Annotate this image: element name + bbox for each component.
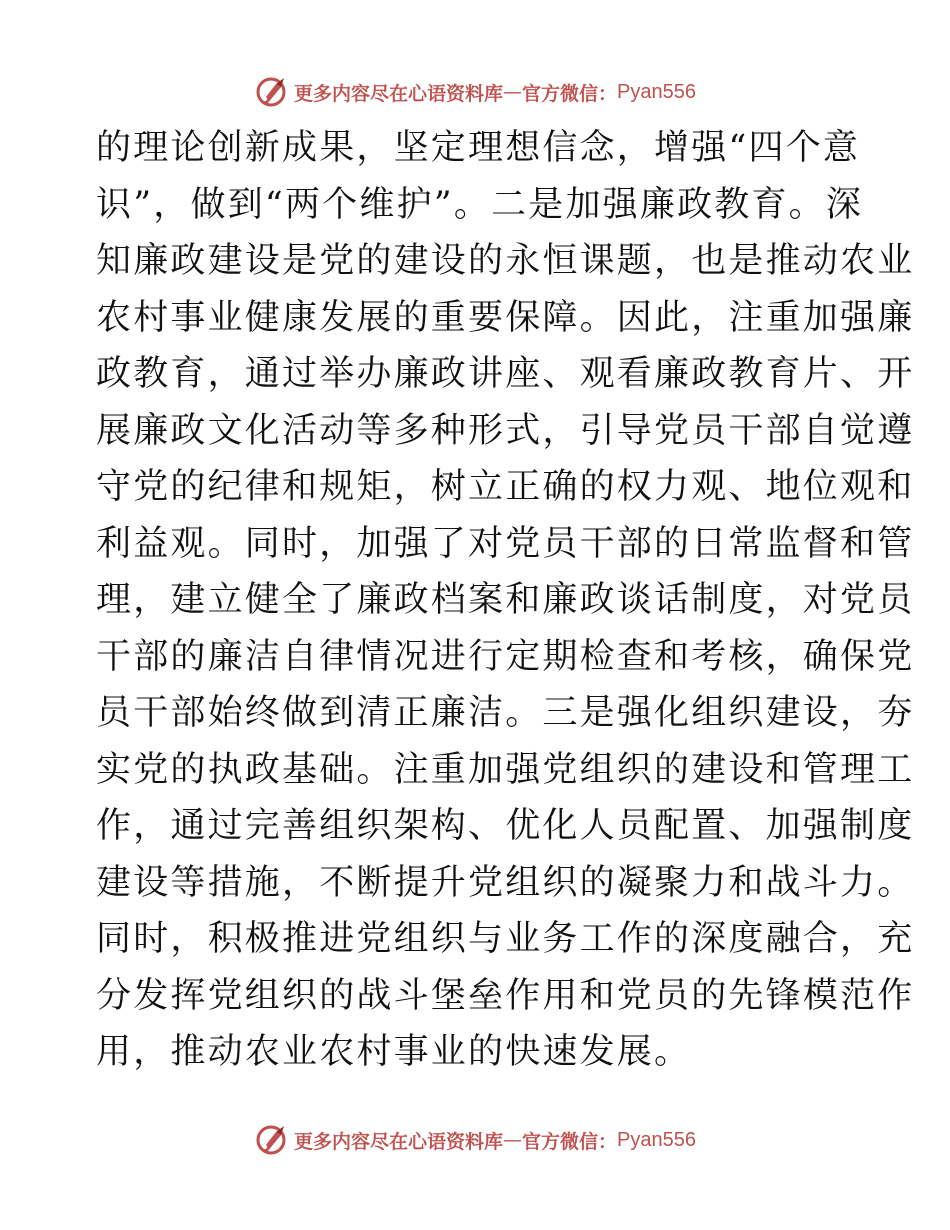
text-line: 理，建立健全了廉政档案和廉政谈话制度，对党员 <box>96 580 915 620</box>
footer-watermark <box>0 1120 950 1160</box>
text-line: 识”，做到“两个维护”。二是加强廉政教育。深 <box>96 184 864 225</box>
watermark-wechat-label: 官方微信： <box>522 1130 618 1153</box>
body-paragraph <box>96 120 915 1081</box>
text-line: 员干部始终做到清正廉洁。三是强化组织建设，夯 <box>96 693 915 733</box>
text-line: 实党的执政基础。注重加强党组织的建设和管理工 <box>96 749 915 790</box>
quill-pen-logo-icon <box>254 75 288 109</box>
text-line: 作，通过完善组织架构、优化人员配置、加强制度 <box>96 806 915 846</box>
watermark-site-text: 更多内容尽在心语资料库 <box>294 1130 504 1153</box>
text-line: 政教育，通过举办廉政讲座、观看廉政教育片、开 <box>96 354 915 394</box>
watermark-dash: — <box>503 81 523 103</box>
quill-pen-logo-icon <box>254 1123 288 1157</box>
watermark-wechat-label: 官方微信： <box>522 82 618 105</box>
text-line: 干部的廉洁自律情况进行定期检查和考核，确保党 <box>96 636 915 677</box>
watermark-wechat-id: Pyan556 <box>617 1128 696 1151</box>
text-line: 知廉政建设是党的建设的永恒课题，也是推动农业 <box>96 241 915 281</box>
text-line: 分发挥党组织的战斗堡垒作用和党员的先锋模范作 <box>96 975 915 1016</box>
text-line: 用，推动农业农村事业的快速发展。 <box>96 1032 692 1072</box>
watermark-site-text: 更多内容尽在心语资料库 <box>294 82 504 105</box>
text-line: 农村事业健康发展的重要保障。因此，注重加强廉 <box>96 297 915 338</box>
text-line: 的理论创新成果，坚定理想信念，增强“四个意 <box>96 128 861 168</box>
header-watermark <box>0 72 950 112</box>
text-line: 守党的纪律和规矩，树立正确的权力观、地位观和 <box>96 467 915 507</box>
text-line: 展廉政文化活动等多种形式，引导党员干部自觉遵 <box>96 410 915 451</box>
watermark-dash: — <box>503 1129 523 1151</box>
text-line: 利益观。同时，加强了对党员干部的日常监督和管 <box>96 523 915 564</box>
text-line: 建设等措施，不断提升党组织的凝聚力和战斗力。 <box>96 862 915 903</box>
text-line: 同时，积极推进党组织与业务工作的深度融合，充 <box>96 919 915 959</box>
watermark-wechat-id: Pyan556 <box>617 80 696 103</box>
